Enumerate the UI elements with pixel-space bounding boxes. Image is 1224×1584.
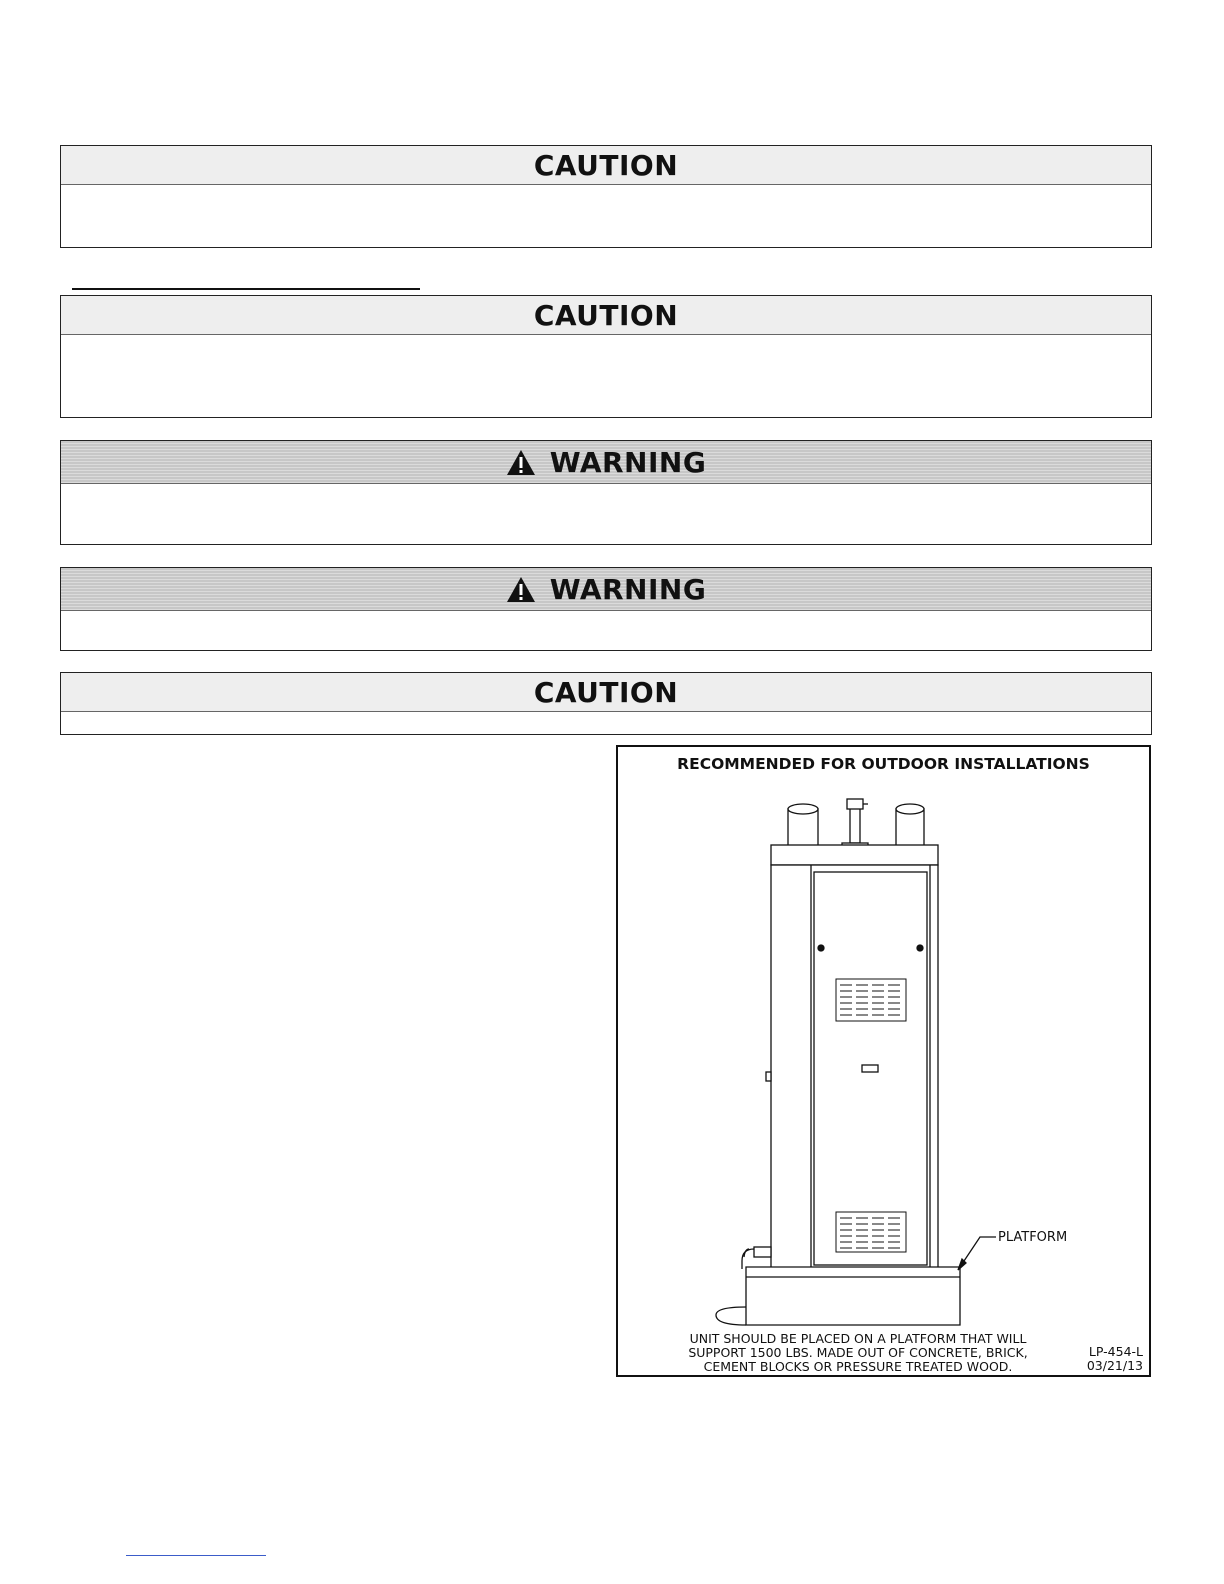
- warning-box-1: [60, 440, 1152, 545]
- figure-caption: [658, 1332, 1058, 1374]
- lower-louvers: [836, 1212, 906, 1252]
- warning-triangle-icon: [506, 576, 536, 603]
- boiler-on-platform-drawing: [618, 747, 1149, 1375]
- unit-top-cap: [771, 845, 938, 865]
- drawing-id: LP-454-L: [1088, 1344, 1143, 1359]
- section-heading-underline: [72, 288, 420, 290]
- warning-triangle-icon: [506, 449, 536, 476]
- warning-box-2: [60, 567, 1152, 651]
- warning-header: [61, 441, 1151, 484]
- panel-latch: [862, 1065, 878, 1072]
- center-relief-valve: [842, 799, 868, 851]
- caution-heading: CAUTION: [61, 296, 1151, 335]
- drain-fitting: [742, 1247, 771, 1269]
- warning-heading: WARNING: [549, 445, 707, 479]
- caption-line: SUPPORT 1500 LBS. MADE OUT OF CONCRETE, BRICK,: [688, 1345, 1028, 1360]
- caption-line: UNIT SHOULD BE PLACED ON A PLATFORM THAT WILL: [689, 1331, 1027, 1346]
- platform-label: PLATFORM: [998, 1230, 1068, 1245]
- caution-box-3: [60, 672, 1152, 735]
- drawing-number: [1087, 1345, 1143, 1373]
- figure-title: RECOMMENDED FOR OUTDOOR INSTALLATIONS: [677, 755, 1090, 773]
- platform-drawing: [716, 1267, 960, 1325]
- caution-box-2: [60, 295, 1152, 418]
- outdoor-installation-figure: [616, 745, 1151, 1377]
- warning-heading: WARNING: [549, 572, 707, 606]
- caution-box-1: [60, 145, 1152, 248]
- drawing-date: 03/21/13: [1086, 1358, 1143, 1373]
- caution-heading: CAUTION: [61, 146, 1151, 185]
- caution-heading: CAUTION: [61, 673, 1151, 712]
- warning-header: [61, 568, 1151, 611]
- footer-link-underline[interactable]: [126, 1555, 266, 1556]
- upper-louvers: [836, 979, 906, 1021]
- caption-line: CEMENT BLOCKS OR PRESSURE TREATED WOOD.: [703, 1359, 1013, 1374]
